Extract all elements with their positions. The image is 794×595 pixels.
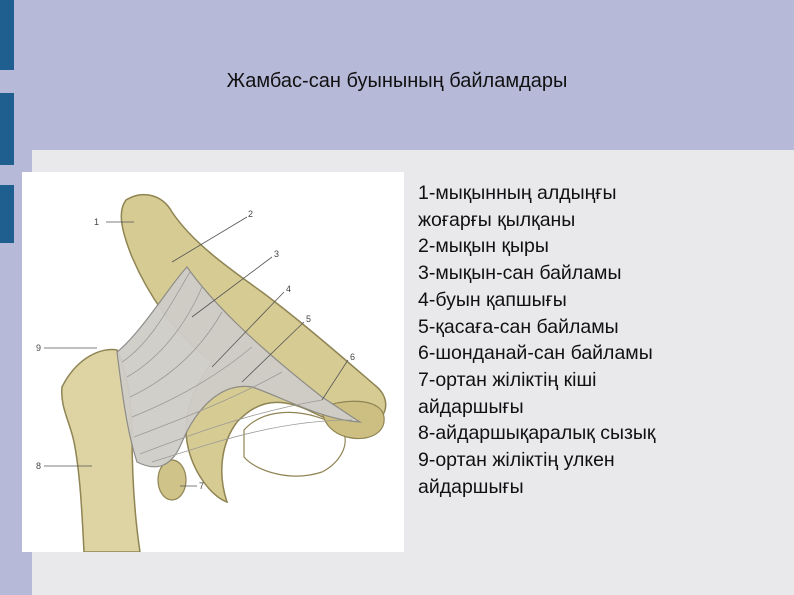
legend-item: 5-қасаға-сан байламы: [418, 315, 619, 338]
callout-1: 1: [94, 217, 100, 227]
callout-2: 2: [248, 209, 254, 219]
legend-item: 2-мықын қыры: [418, 235, 549, 258]
legend-item: 3-мықын-сан байламы: [418, 262, 622, 285]
callout-5: 5: [306, 314, 312, 324]
legend-item: 7-ортан жіліктің кіші: [418, 368, 597, 391]
accent-bar-top: [0, 0, 14, 70]
callout-8: 8: [36, 461, 42, 471]
callout-9: 9: [36, 343, 42, 353]
legend-item: айдаршығы: [418, 395, 524, 418]
legend-list: [418, 180, 778, 500]
accent-bar-bottom: [0, 185, 14, 243]
legend-item: 1-мықынның алдыңғы: [418, 182, 617, 204]
legend-item: жоғарғы қылқаны: [418, 208, 576, 231]
callout-3: 3: [274, 249, 280, 259]
callout-4: 4: [286, 284, 292, 294]
legend-item: айдаршығы: [418, 475, 524, 498]
slide-title: Жамбас-сан буынының байламдары: [226, 70, 568, 92]
anatomy-drawing: [22, 172, 404, 552]
callout-7: 7: [199, 481, 205, 491]
callout-6: 6: [350, 352, 356, 362]
legend-item: 6-шонданай-сан байламы: [418, 342, 653, 365]
legend-item: 8-айдаршықаралық сызық: [418, 422, 656, 445]
legend-item: 4-буын қапшығы: [418, 288, 567, 311]
hip-joint-illustration: [22, 172, 404, 552]
accent-bar-middle: [0, 93, 14, 165]
legend-item: 9-ортан жіліктің улкен: [418, 449, 615, 472]
